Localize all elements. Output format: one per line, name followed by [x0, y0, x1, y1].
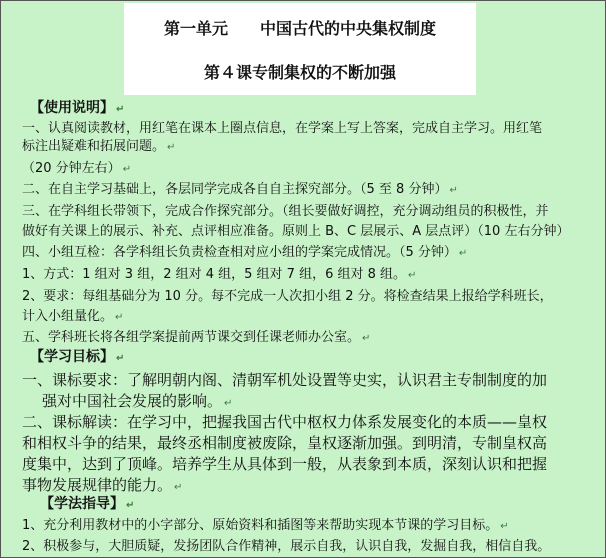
- goals-line-2: 强对中国社会发展的影响。 ↵: [42, 392, 233, 410]
- usage-line-10: 计入小组量化。 ↵: [22, 309, 124, 324]
- title-box: [124, 3, 476, 95]
- usage-line-7: 四、小组互检：各学科组长负责检查相对应小组的学案完成情况。（5 分钟） ↵: [22, 245, 468, 260]
- method-line-2: 2、积极参与，大胆质疑，发扬团队合作精神，展示自我，认识自我，发掘自我，相信自我。: [22, 539, 551, 554]
- goals-line-3: 二、课标解读：在学习中，把握我国古代中枢权力体系发展变化的本质——皇权: [22, 413, 548, 431]
- goals-line-1: 一、课标要求：了解明朝内阁、清朝军机处设置等史实，认识君主专制制度的加: [22, 371, 548, 389]
- usage-line-3: （20 分钟左右） ↵: [22, 161, 132, 176]
- unit-title: 第一单元 中国古代的中央集权制度: [163, 19, 436, 38]
- lesson-title: 第４课专制集权的不断加强: [203, 63, 396, 82]
- usage-line-11: 五、学科班长将各组学案提前两节课交到任课老师办公室。 ↵: [22, 330, 371, 345]
- usage-line-9: 2、要求：每组基础分为 10 分。每不完成一人次扣小组 2 分。将检查结果上报给学科班长，: [22, 289, 553, 304]
- goals-line-4: 和相权斗争的结果，最终丞相制度被废除，皇权逐渐加强。到明清，专制皇权高: [22, 434, 548, 452]
- usage-header: 【使用说明】 ↵: [30, 100, 125, 116]
- method-header: 【学法指导】 ↵: [40, 496, 135, 512]
- usage-line-8: 1、方式：1 组对 3 组，2 组对 4 组，5 组对 7 组，6 组对 8 组。 ↵: [22, 267, 417, 282]
- usage-line-2: 标注出疑难和拓展问题。 ↵: [22, 139, 176, 154]
- usage-line-5: 三、在学科组长带领下，完成合作探究部分。（组长要做好调控，充分调动组员的积极性，并: [22, 204, 549, 219]
- usage-line-6: 做好有关课上的展示、补充、点评相应准备。原则上 B、C 层展示、A 层点评）（10 左右分钟）: [22, 224, 570, 239]
- goals-line-6: 事物发展规律的能力。 ↵: [22, 476, 183, 494]
- usage-line-1: 一、认真阅读教材，用红笔在课本上圈点信息，在学案上写上答案，完成自主学习。用红笔: [22, 121, 543, 136]
- method-line-1: 1、充分利用教材中的小字部分、原始资料和插图等来帮助实现本节课的学习目标。 ↵: [22, 518, 509, 533]
- usage-line-4: 二、在自主学习基础上，各层同学完成各自自主探究部分。（5 至 8 分钟） ↵: [22, 182, 458, 197]
- goals-header: 【学习目标】 ↵: [30, 349, 125, 365]
- goals-line-5: 度集中，达到了顶峰。培养学生从具体到一般，从表象到本质，深刻认识和把握: [22, 455, 548, 473]
